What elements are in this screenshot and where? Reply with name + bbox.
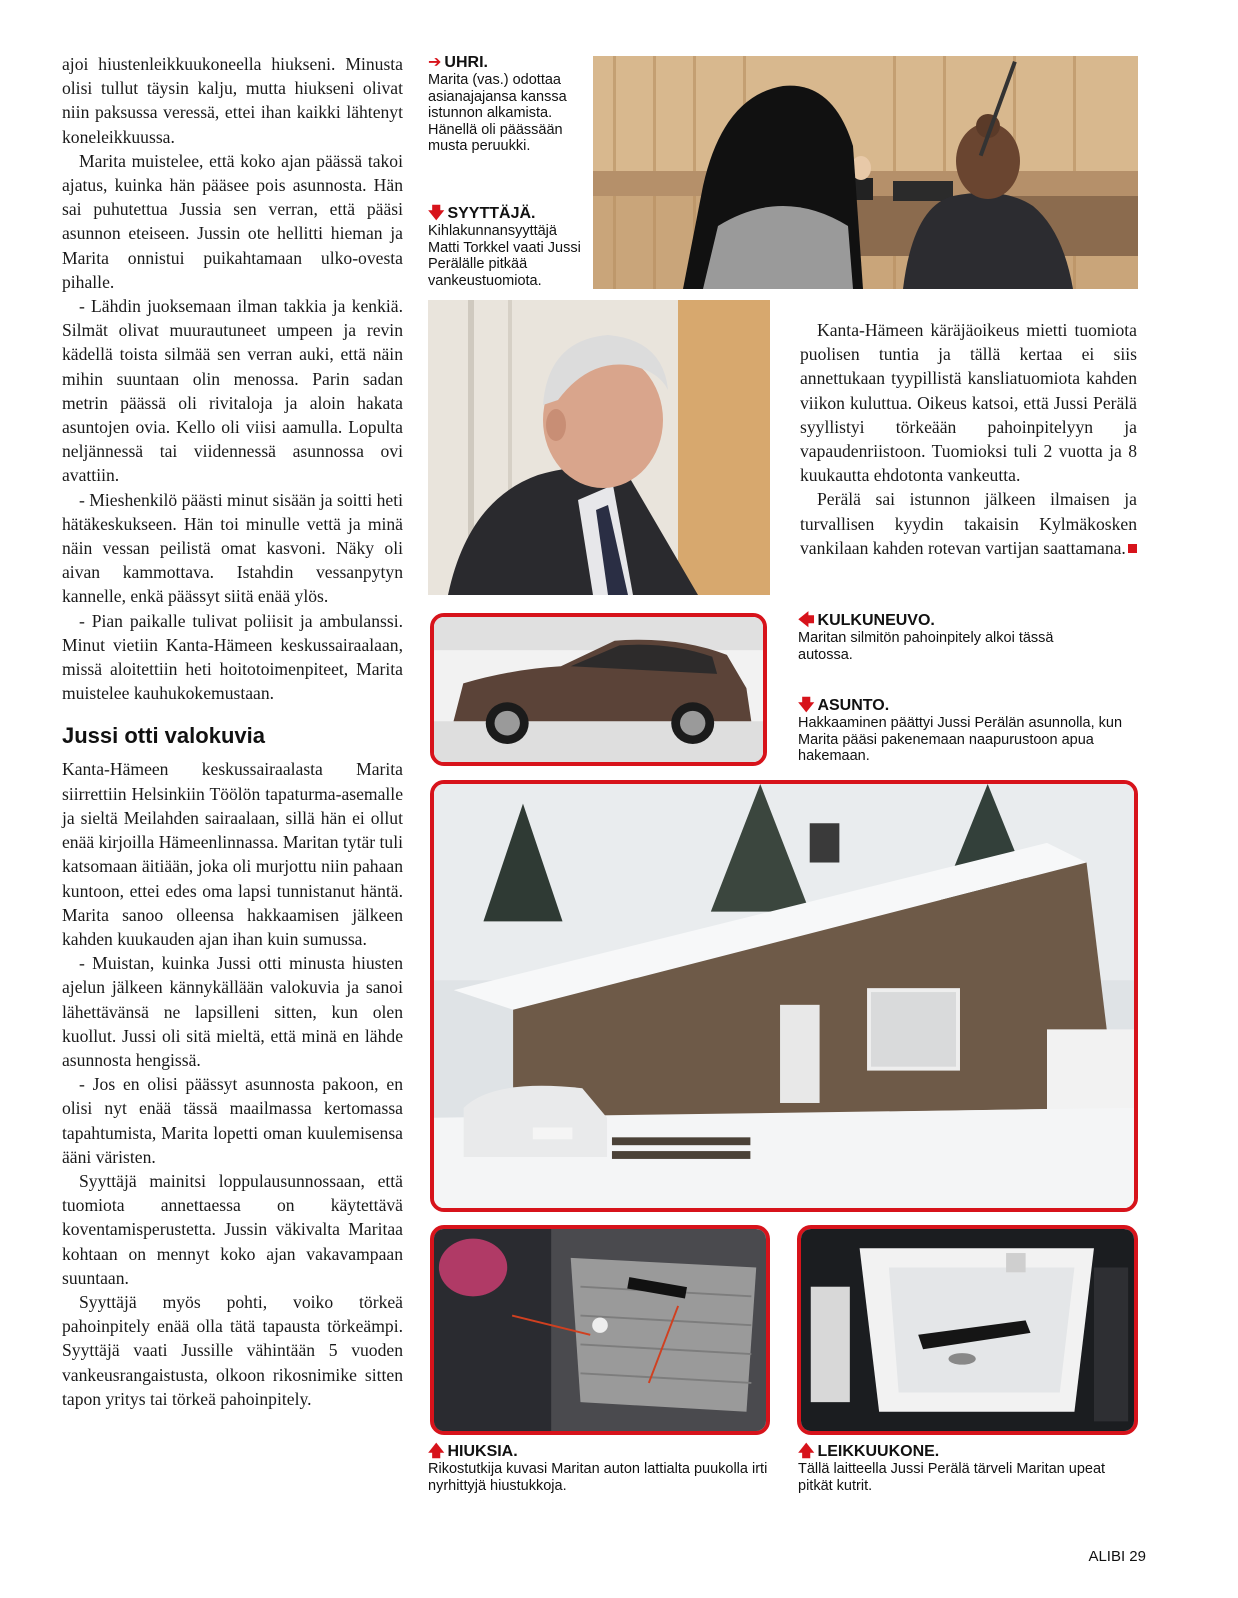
prosecutor-photo — [428, 300, 770, 595]
caption-uhri — [428, 54, 590, 155]
body-paragraph: Syyttäjä mainitsi loppulausunnossaan, että tuomiota annettaessa on käytettävä koventamisperustetta. Jussin väkivalta Maritaa kohtaan on mennyt koko ajan vakavampaan suuntaan. — [62, 1170, 403, 1288]
clipper-sink-photo — [797, 1225, 1138, 1435]
left-column — [62, 52, 403, 1411]
caption-head: ASUNTO. — [817, 697, 890, 714]
hair-floor-photo — [430, 1225, 770, 1435]
arrow-right-icon: ➔ — [428, 54, 442, 71]
right-column — [800, 318, 1137, 560]
body-paragraph: Syyttäjä myös pohti, voiko törkeä pahoinpitely enää olla tätä tapausta törkeämpi. Syyttäjä vaati Jussille vähintään 5 vuoden vankeusrangaistusta, olkoon rikosnimike sitten tapon yritys tai törkeä pahoinpitely. — [62, 1291, 403, 1409]
body-paragraph: Kanta-Hämeen keskussairaalasta Marita siirrettiin Helsinkiin Töölön tapaturma-asemalle ja sieltä Meilahden sairaalaan, sillä hän ei ollut enää kirjoilla Hämeenlinnassa. Maritan tytär tuli katsomaan äitiään, joka oli murjottu niin pahaan kuntoon, ettei edes oma lapsi tunnistanut häntä. Marita sanoo olleensa hakkaamisen jälkeen kahden kuukauden ajan ihan kuin sumussa. — [62, 759, 404, 949]
caption-head: SYYTTÄJÄ. — [447, 205, 536, 222]
car-photo — [430, 613, 767, 766]
caption-text: Kihlakunnansyyttäjä Matti Torkkel vaati Jussi Perälälle pitkää vankeustuomiota. — [428, 223, 581, 289]
caption-syyttaja — [428, 205, 590, 289]
body-paragraph: Kanta-Hämeen käräjäoikeus mietti tuomiota puolisen tuntia ja tällä kertaa ei siis annettukaan tyypillistä kansliatuomiota kahden viikon kuluttua. Oikeus katsoi, että Jussi Perälä syyllistyi törkeään pahoinpitelyyn ja vapaudenriistoon. Tuomioksi tuli 2 vuotta ja 8 kuukautta ehdotonta vankeutta. — [800, 320, 1137, 486]
caption-leikkuukone — [798, 1443, 1138, 1494]
body-paragraph: ajoi hiustenleikkuukoneella hiukseni. Minusta olisi tullut täysin kalju, mutta hiukseni olivat niin paksussa veressä, ettei ihan kaikki lähtenyt koneleikkuussa. — [62, 54, 403, 147]
caption-head: HIUKSIA. — [447, 1443, 518, 1460]
body-paragraph: - Muistan, kuinka Jussi otti minusta hiusten ajelun jälkeen kännykällään valokuvia ja sanoi lähettävänsä ne lapsilleni sitten, kun olen kuollut. Jussi oli sitä mieltä, että minä en lähde asunnosta hengissä. — [62, 953, 403, 1070]
caption-text: Rikostutkija kuvasi Maritan auton lattialta puukolla irti nyrhittyjä hiustukkoja. — [428, 1461, 768, 1494]
body-paragraph: - Lähdin juoksemaan ilman takkia ja kenkiä. Silmät olivat muurautuneet umpeen ja revin kädellä toista silmää sen verran auki, että näin mihin suuntaan olin menossa. Parin sadan metrin päässä oli rivitaloja ja aloin hakata asuntojen ovia. Kello oli viisi aamulla. Lopulta neljännessä tai viidennessä asunnossa ovi avattiin. — [62, 296, 403, 486]
caption-head: LEIKKUUKONE. — [817, 1443, 940, 1460]
subheading: Jussi otti valokuvia — [62, 723, 265, 749]
arrow-up-icon: 🡅 — [798, 1443, 815, 1460]
arrow-left-icon: 🡄 — [798, 612, 815, 629]
caption-text: Hakkaaminen päättyi Jussi Perälän asunnolla, kun Marita pääsi pakenemaan naapurustoon apua hakemaan. — [798, 715, 1123, 764]
caption-kulkuneuvo — [798, 612, 1098, 663]
body-paragraph: - Pian paikalle tulivat poliisit ja ambulanssi. Minut vietiin Kanta-Hämeen keskussairaalaan, missä aloitettiin heti hoitotoimenpiteet, Marita muistelee kauhukokemustaan. — [62, 610, 403, 704]
house-photo — [430, 780, 1138, 1212]
caption-text: Maritan silmitön pahoinpitely alkoi tässä autossa. — [798, 630, 1054, 663]
caption-asunto — [798, 697, 1128, 765]
end-mark-icon — [1128, 544, 1137, 553]
arrow-down-icon: 🡇 — [428, 205, 445, 222]
body-paragraph: - Mieshenkilö päästi minut sisään ja soitti heti hätäkeskukseen. Hän toi minulle vettä ja minä näin vessan peilistä omat kasvoni. Näky oli aivan kammottava. Istahdin vessanpytyn kannelle, enkä päässyt siitä enää ylös. — [62, 489, 403, 607]
caption-head: UHRI. — [444, 54, 488, 71]
body-paragraph — [800, 487, 1137, 560]
caption-head: KULKUNEUVO. — [817, 612, 935, 629]
body-paragraph: Marita muistelee, että koko ajan päässä takoi ajatus, kuinka hän pääsee pois asunnosta. Hän sai puhutettua Jussia sen verran, että pääsi asunnon eteiseen. Jussin ote hellitti hieman ja Marita onnistui puikahtamaan ulko-ovesta pihalle. — [62, 150, 403, 292]
paragraph-text: Perälä sai istunnon jälkeen ilmaisen ja turvallisen kyydin takaisin Kylmäkosken vankilaan kahden rotevan vartijan saattamana. — [800, 489, 1137, 558]
caption-hiuksia — [428, 1443, 768, 1494]
page-number: ALIBI 29 — [1088, 1548, 1146, 1565]
arrow-down-icon: 🡇 — [798, 697, 815, 714]
caption-text: Marita (vas.) odottaa asianajajansa kanssa istunnon alkamista. Hänellä oli päässään musta peruukki. — [428, 72, 567, 154]
courtroom-photo — [593, 56, 1138, 289]
caption-text: Tällä laitteella Jussi Perälä tärveli Maritan upeat pitkät kutrit. — [798, 1461, 1106, 1494]
body-paragraph: - Jos en olisi päässyt asunnosta pakoon, en olisi nyt enää tässä maailmassa kertomassa tapahtumista, Marita lopetti oman kuulemisensa ääni väristen. — [62, 1074, 403, 1167]
arrow-up-icon: 🡅 — [428, 1443, 445, 1460]
